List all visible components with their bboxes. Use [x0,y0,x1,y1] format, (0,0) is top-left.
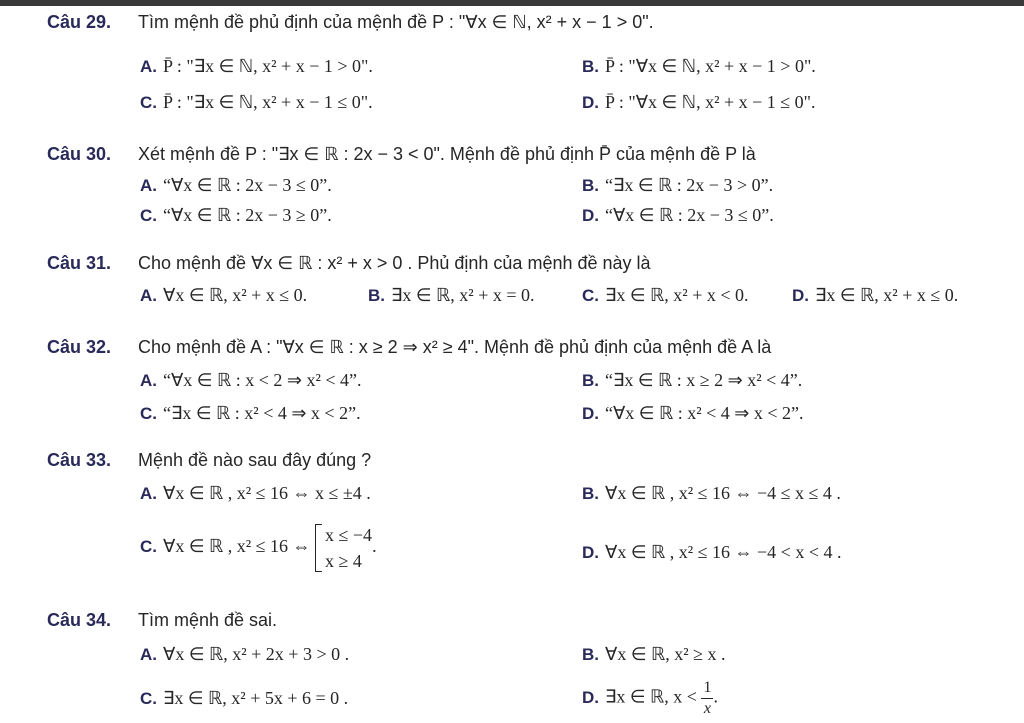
option-letter: C. [140,93,157,112]
q32-option-b[interactable] [582,370,802,391]
q31-option-a[interactable] [140,285,307,306]
question-30-stem [47,144,756,165]
q34-option-c[interactable] [140,688,348,709]
option-text: “∀x ∈ ℝ : 2x − 3 ≤ 0”. [605,205,774,225]
q34-option-a[interactable] [140,644,349,665]
option-text: P̄ : "∀x ∈ ℕ, x² + x − 1 ≤ 0". [605,92,816,112]
option-text: “∀x ∈ ℝ : 2x − 3 ≥ 0”. [163,205,332,225]
question-34-stem [47,610,277,631]
option-text: P̄ : "∃x ∈ ℕ, x² + x − 1 ≤ 0". [163,92,373,112]
option-letter: A. [140,371,157,390]
q34-option-b[interactable] [582,644,726,665]
question-number: Câu 32. [47,337,112,357]
option-letter: B. [582,645,599,664]
q32-option-a[interactable] [140,370,362,391]
question-text: Cho mệnh đề ∀x ∈ ℝ : x² + x > 0 . Phủ định của mệnh đề này là [138,253,651,273]
option-letter: D. [582,206,599,225]
option-letter: C. [140,206,157,225]
question-number: Câu 34. [47,610,112,630]
q30-option-c[interactable] [140,205,332,226]
question-number: Câu 30. [47,144,112,164]
option-letter: C. [140,689,157,708]
option-text: ∀x ∈ ℝ , x² ≤ 16 ⇔ [163,536,311,557]
q29-option-b[interactable] [582,56,816,77]
q33-option-d[interactable] [582,542,841,563]
fraction-numerator: 1 [701,680,713,699]
q32-option-c[interactable] [140,403,361,424]
brace-case-2: x ≥ 4 [325,551,362,571]
question-number: Câu 29. [47,12,112,32]
question-31-stem [47,253,651,274]
option-letter: B. [582,371,599,390]
question-text: Xét mệnh đề P : "∃x ∈ ℝ : 2x − 3 < 0". Mệnh đề phủ định P̄ của mệnh đề P là [138,144,756,164]
option-letter: C. [140,404,157,423]
option-letter: C. [140,537,157,557]
option-text: ∀x ∈ ℝ , x² ≤ 16 ⇔ −4 < x < 4 . [605,542,842,562]
question-32-stem [47,337,771,358]
question-number: Câu 31. [47,253,112,273]
option-letter: C. [582,286,599,305]
q29-option-c[interactable] [140,92,373,113]
q34-option-d[interactable] [582,680,718,717]
q29-option-a[interactable] [140,56,373,77]
q33-option-a[interactable] [140,483,371,504]
option-tail: . [713,686,718,707]
q30-option-d[interactable] [582,205,774,226]
question-text: Tìm mệnh đề sai. [138,610,278,630]
option-tail: . [372,536,377,557]
q31-option-b[interactable] [368,285,535,306]
option-text: ∃x ∈ ℝ, x² + 5x + 6 = 0 . [163,688,349,708]
question-29-stem [47,12,654,33]
option-letter: D. [792,286,809,305]
option-letter: D. [582,543,599,562]
option-text: ∀x ∈ ℝ, x² + x ≤ 0. [163,285,308,305]
option-text: ∃x ∈ ℝ, x² + x = 0. [391,285,535,305]
option-text: “∃x ∈ ℝ : x ≥ 2 ⇒ x² < 4”. [605,370,803,390]
option-text: ∀x ∈ ℝ , x² ≤ 16 ⇔ x ≤ ±4 . [163,483,371,503]
option-letter: B. [582,57,599,76]
option-letter: A. [140,645,157,664]
q29-option-d[interactable] [582,92,816,113]
q31-option-c[interactable] [582,285,749,306]
option-letter: B. [368,286,385,305]
q33-option-b[interactable] [582,483,841,504]
brace-case-1: x ≤ −4 [325,525,373,545]
option-text: ∀x ∈ ℝ, x² ≥ x . [605,644,726,664]
option-text: “∀x ∈ ℝ : x < 2 ⇒ x² < 4”. [163,370,362,390]
option-text: P̄ : "∃x ∈ ℕ, x² + x − 1 > 0". [163,56,373,76]
question-text: Cho mệnh đề A : "∀x ∈ ℝ : x ≥ 2 ⇒ x² ≥ 4". Mệnh đề phủ định của mệnh đề A là [138,337,772,357]
case-brace [315,522,372,574]
question-33-stem [47,450,371,471]
option-letter: A. [140,57,157,76]
option-text: ∃x ∈ ℝ, x² + x ≤ 0. [815,285,959,305]
option-text: “∃x ∈ ℝ : x² < 4 ⇒ x < 2”. [163,403,361,423]
question-text: Tìm mệnh đề phủ định của mệnh đề P : "∀x ∈ ℕ, x² + x − 1 > 0". [138,12,654,32]
option-text: P̄ : "∀x ∈ ℕ, x² + x − 1 > 0". [605,56,816,76]
q32-option-d[interactable] [582,403,804,424]
option-letter: D. [582,404,599,423]
option-text: “∀x ∈ ℝ : 2x − 3 ≤ 0”. [163,175,332,195]
fraction [701,680,713,717]
option-text: ∃x ∈ ℝ, x² + x < 0. [605,285,749,305]
option-letter: A. [140,484,157,503]
option-text: ∃x ∈ ℝ, x < [605,686,697,707]
question-number: Câu 33. [47,450,112,470]
option-text: ∀x ∈ ℝ , x² ≤ 16 ⇔ −4 ≤ x ≤ 4 . [605,483,841,503]
question-text: Mệnh đề nào sau đây đúng ? [138,450,372,470]
option-letter: B. [582,176,599,195]
q30-option-b[interactable] [582,175,773,196]
option-letter: A. [140,286,157,305]
q31-option-d[interactable] [792,285,958,306]
fraction-denominator: x [703,700,712,717]
option-letter: D. [582,93,599,112]
window-top-bar [0,0,1024,6]
option-text: “∀x ∈ ℝ : x² < 4 ⇒ x < 2”. [605,403,804,423]
option-letter: B. [582,484,599,503]
option-text: ∀x ∈ ℝ, x² + 2x + 3 > 0 . [163,644,350,664]
q33-option-c[interactable] [140,522,377,574]
option-text: “∃x ∈ ℝ : 2x − 3 > 0”. [605,175,774,195]
option-letter: A. [140,176,157,195]
q30-option-a[interactable] [140,175,332,196]
option-letter: D. [582,687,599,707]
